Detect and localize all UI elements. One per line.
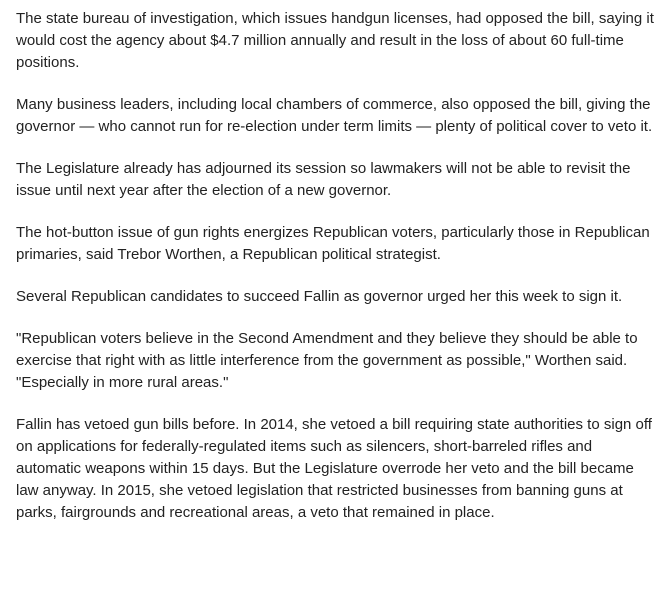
article-paragraph-3: The Legislature already has adjourned its session so lawmakers will not be able to revisit the issue until next year after the election of a new governor. — [16, 160, 631, 199]
article-paragraph-2: Many business leaders, including local chambers of commerce, also opposed the bill, giving the governor — who cannot run for re-election under term limits — plenty of political cover to veto it. — [16, 96, 653, 135]
article-paragraph-5: Several Republican candidates to succeed Fallin as governor urged her this week to sign it. — [16, 288, 623, 305]
article-paragraph-1: The state bureau of investigation, which issues handgun licenses, had opposed the bill, saying it would cost the agency about $4.7 million annually and result in the loss of about 60 full-time positions. — [16, 10, 654, 71]
article-paragraph-4: The hot-button issue of gun rights energizes Republican voters, particularly those in Republican primaries, said Trebor Worthen, a Republican political strategist. — [16, 224, 650, 263]
article-paragraph-6: "Republican voters believe in the Second Amendment and they believe they should be able to exercise that right with as little interference from the government as possible," Worthen said. "Especially in more rural areas." — [16, 330, 638, 391]
article-paragraph-7: Fallin has vetoed gun bills before. In 2014, she vetoed a bill requiring state authorities to sign off on applications for federally-regulated items such as silencers, short-barreled rifles and automatic weapons within 15 days. But the Legislature overrode her veto and the bill became law anyway. In 2015, she vetoed legislation that restricted businesses from banning guns at parks, fairgrounds and recreational areas, a veto that remained in place. — [16, 416, 652, 521]
